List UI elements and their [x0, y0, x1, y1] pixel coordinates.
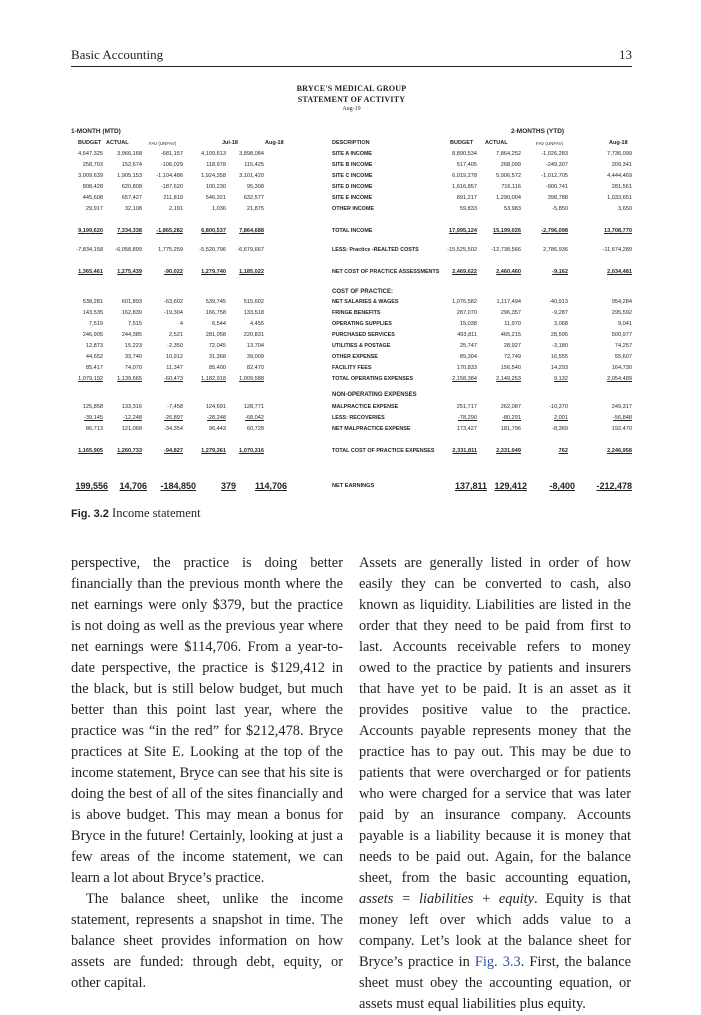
row-description: NET SALARIES & WAGES [332, 299, 399, 305]
non-operating-header: NON-OPERATING EXPENSES [332, 392, 417, 398]
col-header-fav: FAV (UNFAV) [149, 141, 177, 146]
table-cell: -12,738,566 [491, 247, 521, 253]
table-cell: 192,470 [611, 426, 632, 432]
table-cell: 2,521 [169, 332, 183, 338]
row-description: TOTAL OPERATING EXPENSES [332, 376, 414, 382]
table-cell: 166,758 [205, 310, 226, 316]
table-cell: 15,038 [459, 321, 477, 327]
table-cell: 6,544 [212, 321, 226, 327]
table-cell: 258,703 [82, 162, 103, 168]
table-cell: 209,341 [611, 162, 632, 168]
table-row [71, 195, 632, 204]
table-cell: -5,850 [552, 206, 568, 212]
table-row [71, 426, 632, 435]
table-cell: 657,427 [121, 195, 142, 201]
table-cell: 3,101,420 [239, 173, 264, 179]
table-cell: -1,012,705 [541, 173, 568, 179]
table-cell: 95,308 [246, 184, 264, 190]
figure-label: Fig. 3.2 [71, 508, 109, 520]
col-header-budget: BUDGET [78, 140, 102, 146]
table-row [71, 310, 632, 319]
table-cell: -10,370 [549, 404, 568, 410]
table-cell: 1,033,651 [607, 195, 632, 201]
table-cell: 379 [220, 481, 236, 491]
table-cell: 246,905 [82, 332, 103, 338]
body-left-column [71, 553, 343, 994]
row-description: LESS: RECOVERIES [332, 415, 385, 421]
table-cell: 124,691 [205, 404, 226, 410]
figure-caption-text: Income statement [112, 506, 201, 520]
page-number: 13 [619, 47, 632, 62]
table-cell: 249,317 [611, 404, 632, 410]
table-cell: 199,556 [75, 481, 108, 491]
table-cell: 32,108 [124, 206, 142, 212]
table-cell: 4,455 [250, 321, 264, 327]
table-row [71, 354, 632, 363]
figure-reference-link[interactable]: Fig. 3.3 [474, 954, 521, 970]
table-cell: -1,104,486 [156, 173, 183, 179]
paragraph-text: . First, the balance sheet must obey the accounting equation, or assets must equal liabilities plus equity. [359, 954, 631, 1012]
table-cell: 100,230 [205, 184, 226, 190]
paragraph: The balance sheet, unlike the income statement, represents a snapshot in time. The balance sheet provides information on how assets are funded: through debt, equity, or other capital. [71, 891, 343, 991]
table-row [71, 206, 632, 215]
col-header-ytd-aug18: Aug-18 [609, 140, 628, 146]
table-cell: 1,775,259 [158, 247, 183, 253]
left-section-header: 1-MONTH (MTD) [71, 128, 121, 135]
table-cell: 9,132 [554, 376, 568, 382]
row-description: NET COST OF PRACTICE ASSESSMENTS [332, 269, 440, 275]
table-row [71, 162, 632, 171]
table-cell: -56,848 [613, 415, 632, 421]
row-description: SITE A INCOME [332, 151, 373, 157]
table-cell: 808,428 [82, 184, 103, 190]
table-cell: 59,833 [459, 206, 477, 212]
table-cell: 296,357 [500, 310, 521, 316]
table-cell: 28,927 [503, 343, 521, 349]
table-cell: -2,796,098 [541, 228, 568, 234]
table-cell: 1,905,153 [117, 173, 142, 179]
col-header-aug18: Aug-18 [265, 140, 284, 146]
table-cell: 6,019,278 [452, 173, 477, 179]
table-cell: 10,912 [165, 354, 183, 360]
table-cell: 33,740 [124, 354, 142, 360]
table-cell: 53,983 [503, 206, 521, 212]
table-cell: -1,026,283 [541, 151, 568, 157]
table-cell: -28,248 [207, 415, 226, 421]
row-description: TOTAL COST OF PRACTICE EXPENSES [332, 448, 435, 454]
row-description: OTHER EXPENSE [332, 354, 378, 360]
table-cell: 82,470 [246, 365, 264, 371]
table-cell: -184,850 [160, 481, 196, 491]
row-description: FRINGE BENEFITS [332, 310, 381, 316]
table-cell: 29,917 [85, 206, 103, 212]
table-cell: 2,469,622 [452, 269, 477, 275]
table-cell: 129,412 [494, 481, 527, 491]
table-cell: -6,058,899 [115, 247, 142, 253]
statement-period: Aug-19 [342, 106, 361, 112]
table-cell: 891,217 [456, 195, 477, 201]
running-head [71, 47, 632, 65]
figure-caption [71, 506, 201, 521]
paragraph [359, 553, 631, 1015]
table-cell: 295,592 [611, 310, 632, 316]
table-cell: 6,800,537 [201, 228, 226, 234]
table-cell: 1,079,192 [78, 376, 103, 382]
table-cell: 115,425 [244, 162, 264, 168]
table-cell: -8,400 [549, 481, 575, 491]
table-cell: -94,827 [164, 448, 183, 454]
table-cell: 268,099 [500, 162, 521, 168]
table-cell: -78,290 [458, 415, 477, 421]
table-cell: 465,215 [500, 332, 521, 338]
col-header-jul18: Jul-18 [222, 140, 238, 146]
table-cell: 1,616,857 [452, 184, 477, 190]
table-cell: 8,890,534 [452, 151, 477, 157]
row-description: LESS: Practice -REALTED COSTS [332, 247, 419, 253]
table-cell: 170,833 [456, 365, 477, 371]
table-cell: -9,287 [552, 310, 568, 316]
table-cell: -7,458 [167, 404, 183, 410]
table-cell: 3,068 [554, 321, 568, 327]
table-row [71, 343, 632, 352]
table-cell: -3,180 [552, 343, 568, 349]
table-cell: 1,279,361 [201, 448, 226, 454]
table-cell: 9,199,620 [78, 228, 103, 234]
table-cell: 156,540 [500, 365, 521, 371]
table-cell: 55,607 [614, 354, 632, 360]
table-cell: -1,865,282 [156, 228, 183, 234]
table-cell: 14,293 [550, 365, 568, 371]
table-cell: 1,117,494 [496, 299, 521, 305]
table-cell: 2,149,253 [496, 376, 521, 382]
table-row [71, 173, 632, 182]
table-cell: -212,478 [596, 481, 632, 491]
table-cell: 7,864,688 [239, 228, 264, 234]
table-cell: 500,977 [611, 332, 632, 338]
table-cell: -39,145 [84, 415, 103, 421]
table-cell: -187,620 [160, 184, 183, 190]
table-cell: 1,009,588 [239, 376, 264, 382]
col-header-ytd-actual: ACTUAL [485, 140, 508, 146]
table-cell: 2,034,481 [607, 269, 632, 275]
table-cell: -12,248 [123, 415, 142, 421]
table-cell: 2,331,811 [452, 448, 477, 454]
table-cell: 44,652 [85, 354, 103, 360]
table-cell: -26,897 [164, 415, 183, 421]
table-cell: -5,520,796 [199, 247, 226, 253]
table-cell: 2,191 [169, 206, 183, 212]
table-cell: 515,602 [243, 299, 264, 305]
right-section-header: 2-MONTHS (YTD) [511, 128, 565, 135]
paragraph: perspective, the practice is doing better financially than the previous month where the net earnings were only $379, but the practice is not doing as well as the previous year where net earnings were $114,706. From a year-to-date perspective, the practice is $129,412 in the black, but is still below budget, but much better than this point last year, where the practice was “in the red” for $212,478. Bryce practices at Site E. Looking at the top of the income statement, Bryce can see that his site is doing the best of all of the sites financially and is above budget. This may mean a bonus for Bryce in the future! Certainly, looking at just a few areas of the income statement, we can learn a lot about Bryce’s practice. [71, 555, 343, 886]
table-cell: 445,608 [82, 195, 103, 201]
table-cell: 137,811 [454, 481, 487, 491]
table-cell: 1,076,582 [452, 299, 477, 305]
table-cell: 1,070,316 [239, 448, 264, 454]
table-cell: 3,898,084 [239, 151, 264, 157]
table-cell: 539,745 [205, 299, 226, 305]
table-cell: 716,116 [501, 184, 521, 190]
table-cell: -8,369 [552, 426, 568, 432]
table-cell: 9,041 [618, 321, 632, 327]
table-cell: 2,331,049 [496, 448, 521, 454]
table-cell: 162,839 [121, 310, 142, 316]
table-cell: 133,316 [121, 404, 142, 410]
table-cell: 21,875 [246, 206, 264, 212]
cost-of-practice-header: COST OF PRACTICE: [332, 289, 393, 295]
table-cell: 17,995,124 [449, 228, 477, 234]
table-row [71, 184, 632, 193]
table-cell: 7,736,099 [607, 151, 632, 157]
table-cell: 72,749 [503, 354, 521, 360]
row-description: OPERATING SUPPLIES [332, 321, 392, 327]
table-cell: 173,427 [456, 426, 477, 432]
table-cell: -19,304 [164, 310, 183, 316]
table-cell: 4 [179, 321, 183, 327]
table-row [71, 269, 632, 278]
table-cell: 262,087 [500, 404, 521, 410]
table-cell: -900,741 [545, 184, 568, 190]
table-cell: 164,730 [611, 365, 632, 371]
table-cell: 3,966,168 [117, 151, 142, 157]
table-cell: 28,595 [550, 332, 568, 338]
table-cell: 1,165,905 [78, 448, 103, 454]
table-cell: 12,873 [85, 343, 103, 349]
income-statement-figure [71, 84, 632, 504]
table-cell: -68,042 [245, 415, 264, 421]
paragraph-text: Assets are generally listed in order of how easily they can be converted to cash, also known as liquidity. Liabilities are listed in the order that they need to be paid from first to last. Accounts receivable refers to money owed to the practice by patients and insurers that have yet to be paid. It is an asset as it provides positive value to the practice. Accounts payable represents money that the practice has to pay out. This may be due to patients that were overcharged or for patients who were charged for a service that was later paid by an insurance company. Accounts payable is a liability because it is money that needs to be paid out. Again, for the balance sheet, from the basic accounting equation, [359, 555, 631, 886]
table-cell: 74,257 [614, 343, 632, 349]
table-cell: 16,555 [550, 354, 568, 360]
table-cell: 1,924,358 [201, 173, 226, 179]
table-cell: 74,070 [124, 365, 142, 371]
table-cell: -15,525,502 [447, 247, 477, 253]
table-cell: 1,275,439 [117, 269, 142, 275]
table-row [71, 247, 632, 256]
table-cell: 398,788 [547, 195, 568, 201]
statement-title: STATEMENT OF ACTIVITY [297, 95, 406, 104]
table-cell: 3,650 [618, 206, 632, 212]
table-row [71, 481, 632, 490]
table-cell: 2,054,489 [607, 376, 632, 382]
row-description: SITE D INCOME [332, 184, 373, 190]
table-row [71, 365, 632, 374]
table-cell: 220,831 [243, 332, 264, 338]
table-cell: 1,036 [212, 206, 226, 212]
table-cell: 1,279,740 [201, 269, 226, 275]
header-rule [71, 66, 632, 67]
table-cell: 25,747 [459, 343, 477, 349]
table-cell: 14,706 [119, 481, 147, 491]
table-cell: 4,647,325 [78, 151, 103, 157]
table-cell: 601,893 [121, 299, 142, 305]
table-row [71, 448, 632, 457]
table-cell: 181,796 [500, 426, 521, 432]
table-cell: 31,368 [208, 354, 226, 360]
table-cell: 517,405 [456, 162, 477, 168]
table-cell: 5,006,572 [496, 173, 521, 179]
row-description: FACILITY FEES [332, 365, 372, 371]
col-header-ytd-fav: FAV (UNFAV) [536, 141, 564, 146]
table-cell: 762 [558, 448, 568, 454]
table-row [71, 299, 632, 308]
table-cell: 1,185,022 [239, 269, 264, 275]
table-cell: 211,819 [163, 195, 183, 201]
table-cell: 251,717 [456, 404, 477, 410]
row-description: OTHER INCOME [332, 206, 374, 212]
table-cell: 2,246,958 [607, 448, 632, 454]
col-header-ytd-budget: BUDGET [450, 140, 474, 146]
table-cell: -34,354 [164, 426, 183, 432]
table-cell: 4,444,469 [607, 173, 632, 179]
table-cell: 7,515 [128, 321, 142, 327]
accounting-equation: assets = liabilities + equity [359, 891, 535, 907]
table-cell: 133,518 [243, 310, 264, 316]
running-head-title: Basic Accounting [71, 47, 164, 62]
table-cell: -106,029 [160, 162, 183, 168]
row-description: SITE E INCOME [332, 195, 373, 201]
table-cell: 2,460,460 [496, 269, 521, 275]
table-cell: 114,706 [254, 481, 287, 491]
table-cell: 2,158,384 [452, 376, 477, 382]
table-cell: 143,535 [82, 310, 103, 316]
table-row [71, 321, 632, 330]
row-description: TOTAL INCOME [332, 228, 373, 234]
table-cell: 86,713 [85, 426, 103, 432]
table-cell: 96,443 [208, 426, 226, 432]
table-cell: 244,385 [121, 332, 142, 338]
row-description: NET EARNINGS [332, 483, 375, 489]
table-cell: 281,561 [611, 184, 632, 190]
table-cell: -60,473 [164, 376, 183, 382]
table-cell: -9,162 [552, 269, 568, 275]
table-cell: -6,679,667 [237, 247, 264, 253]
table-cell: 60,728 [246, 426, 264, 432]
table-cell: 4,109,613 [201, 151, 226, 157]
table-cell: -249,307 [545, 162, 568, 168]
table-cell: -681,157 [160, 151, 183, 157]
table-cell: 85,400 [208, 365, 226, 371]
table-cell: 7,864,252 [496, 151, 521, 157]
table-cell: 152,674 [121, 162, 142, 168]
table-row [71, 228, 632, 237]
table-cell: 1,139,665 [117, 376, 142, 382]
row-description: NET MALPRACTICE EXPENSE [332, 426, 411, 432]
table-cell: 1,182,918 [201, 376, 226, 382]
table-row [71, 415, 632, 424]
table-cell: 1,365,461 [78, 269, 103, 275]
table-cell: -7,834,158 [76, 247, 103, 253]
paragraph-text: . Equity is that money left over which adds value to a company. Let’s look at the balance sheet for Bryce’s practice in [359, 891, 631, 970]
table-cell: 89,304 [459, 354, 477, 360]
table-cell: 287,070 [456, 310, 477, 316]
table-cell: -80,291 [502, 415, 521, 421]
table-cell: 118,978 [206, 162, 226, 168]
table-row [71, 332, 632, 341]
table-cell: 2,786,936 [543, 247, 568, 253]
table-cell: 954,284 [611, 299, 632, 305]
table-cell: 546,321 [205, 195, 226, 201]
table-cell: 125,858 [82, 404, 103, 410]
table-cell: 7,519 [89, 321, 103, 327]
table-cell: 620,808 [121, 184, 142, 190]
table-cell: 13,708,770 [604, 228, 632, 234]
col-header-description: DESCRIPTION [332, 140, 370, 146]
table-row [71, 151, 632, 160]
table-cell: 493,811 [457, 332, 477, 338]
table-cell: 538,281 [82, 299, 103, 305]
row-description: SITE C INCOME [332, 173, 373, 179]
table-cell: 85,417 [85, 365, 103, 371]
table-cell: -63,602 [164, 299, 183, 305]
table-cell: 13,704 [246, 343, 264, 349]
table-row [71, 404, 632, 413]
row-description: PURCHASED SERVICES [332, 332, 395, 338]
table-cell: 72,045 [208, 343, 226, 349]
table-cell: 15,223 [124, 343, 142, 349]
statement-company-title: BRYCE'S MEDICAL GROUP [296, 84, 407, 93]
table-cell: 11,970 [504, 321, 521, 327]
table-cell: 11,347 [166, 365, 183, 371]
table-cell: 39,009 [246, 354, 264, 360]
table-cell: 1,260,733 [117, 448, 142, 454]
table-cell: 2,001 [554, 415, 568, 421]
body-right-column [359, 553, 631, 1015]
table-cell: 3,009,639 [78, 173, 103, 179]
table-cell: -40,913 [549, 299, 568, 305]
table-cell: 15,199,026 [493, 228, 521, 234]
row-description: MALPRACTICE EXPENSE [332, 404, 399, 410]
table-cell: 7,334,338 [117, 228, 142, 234]
row-description: SITE B INCOME [332, 162, 373, 168]
table-row [71, 376, 632, 385]
row-description: UTILITIES & POSTAGE [332, 343, 391, 349]
table-cell: 128,771 [243, 404, 264, 410]
table-cell: 281,058 [205, 332, 226, 338]
table-cell: 1,290,004 [496, 195, 521, 201]
table-cell: 632,577 [243, 195, 264, 201]
table-cell: -11,674,289 [602, 247, 632, 253]
table-cell: 121,068 [121, 426, 142, 432]
table-cell: -2,350 [167, 343, 183, 349]
col-header-actual: ACTUAL [106, 140, 129, 146]
table-cell: -90,022 [164, 269, 183, 275]
